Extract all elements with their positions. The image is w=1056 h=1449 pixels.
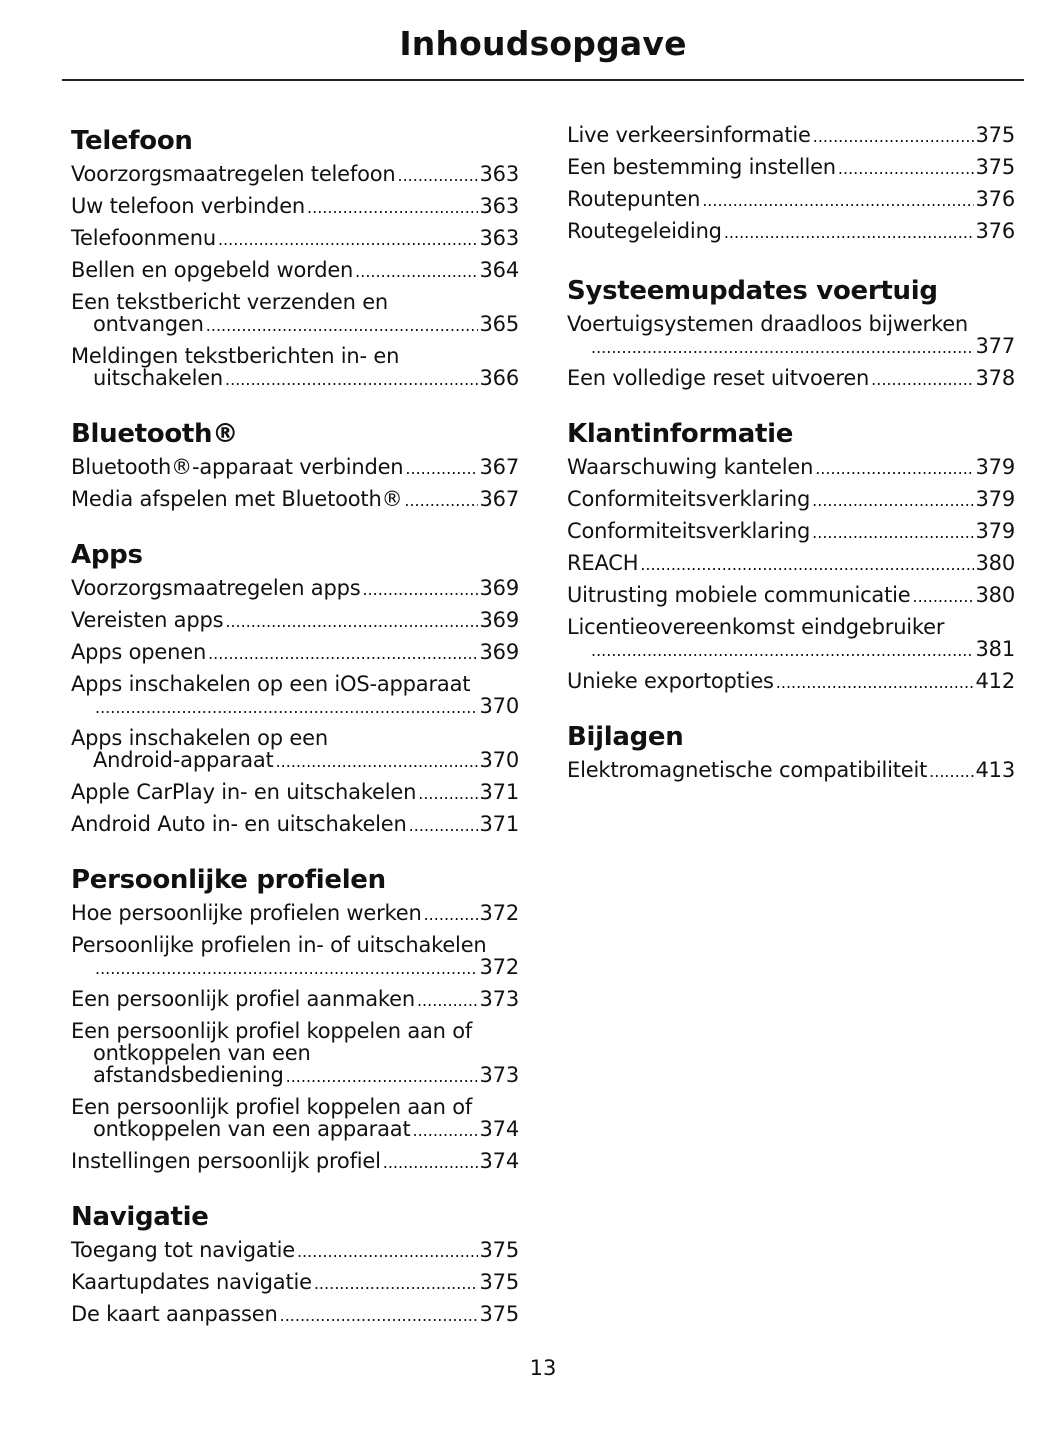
toc-entry[interactable] (71, 673, 519, 719)
entry-title-line: Waarschuwing kantelen (567, 455, 814, 479)
toc-column-right (567, 124, 1015, 809)
entry-title-line: Routepunten (567, 187, 701, 211)
dot-leader (702, 188, 973, 212)
entry-title-line: Apple CarPlay in- en uitschakelen (71, 780, 417, 804)
section-heading: Bluetooth® (71, 419, 238, 449)
entry-last-line (71, 313, 519, 337)
entry-title-line: Een persoonlijk profiel koppelen aan of (71, 1019, 473, 1043)
toc-entry[interactable] (71, 577, 519, 601)
toc-entry[interactable] (71, 1303, 519, 1327)
entry-title-line: ontvangen (93, 312, 204, 336)
entry-title-line: uitschakelen (93, 366, 224, 390)
entry-title-line: Elektromagnetische compatibiliteit (567, 758, 928, 782)
dot-leader (640, 552, 973, 576)
toc-entry[interactable] (71, 1239, 519, 1263)
entry-page-number: 370 (479, 694, 519, 718)
toc-entry[interactable] (71, 902, 519, 926)
entry-last-line (71, 227, 519, 251)
entry-page-number: 365 (479, 312, 519, 336)
entry-title-line: Conformiteitsverklaring (567, 487, 811, 511)
section-heading: Persoonlijke profielen (71, 865, 386, 895)
entry-page-number: 379 (975, 487, 1015, 511)
entry-title-line: Een volledige reset uitvoeren (567, 366, 870, 390)
entry-title-line: Toegang tot navigatie (71, 1238, 295, 1262)
entry-page-number: 377 (975, 334, 1015, 358)
section-heading: Systeemupdates voertuig (567, 276, 938, 306)
entry-title-line: Routegeleiding (567, 219, 722, 243)
section-heading: Apps (71, 540, 143, 570)
entry-page-number: 373 (479, 987, 519, 1011)
entry-last-line (71, 1271, 519, 1295)
section-heading: Bijlagen (567, 722, 684, 752)
entry-title-line: Voorzorgsmaatregelen apps (71, 576, 361, 600)
title-divider (62, 79, 1024, 81)
entry-last-line (567, 335, 1015, 359)
dot-leader (286, 1064, 478, 1088)
entry-page-number: 380 (975, 583, 1015, 607)
entry-last-line (71, 1150, 519, 1174)
entry-page-number: 376 (975, 187, 1015, 211)
dot-leader (355, 259, 477, 283)
toc-section-bluetooth (71, 417, 519, 512)
toc-entry[interactable] (71, 1020, 519, 1088)
page-number: 13 (529, 1356, 557, 1380)
dot-leader (724, 220, 974, 244)
entry-last-line (71, 456, 519, 480)
entry-title-line: Conformiteitsverklaring (567, 519, 811, 543)
entry-title-line: Uw telefoon verbinden (71, 194, 306, 218)
dot-leader (409, 813, 478, 837)
entry-last-line (567, 220, 1015, 244)
dot-leader (404, 488, 477, 512)
toc-entry[interactable] (567, 367, 1015, 391)
entry-last-line (71, 488, 519, 512)
entry-page-number: 381 (975, 637, 1015, 661)
entry-last-line (567, 638, 1015, 662)
entry-page-number: 380 (975, 551, 1015, 575)
toc-entry[interactable] (567, 584, 1015, 608)
toc-entry[interactable] (71, 1271, 519, 1295)
toc-section-systeemupdates (567, 274, 1015, 391)
entry-page-number: 375 (479, 1238, 519, 1262)
entry-title-line: Licentieovereenkomst eindgebruiker (567, 615, 945, 639)
toc-section-apps (71, 538, 519, 837)
entry-last-line (567, 456, 1015, 480)
entry-title-line: Uitrusting mobiele communicatie (567, 583, 911, 607)
entry-last-line (71, 988, 519, 1012)
dot-leader (776, 670, 974, 694)
entry-title-line: ontkoppelen van een apparaat (93, 1117, 411, 1141)
dot-leader (95, 956, 478, 980)
entry-page-number: 379 (975, 519, 1015, 543)
entry-page-number: 369 (479, 608, 519, 632)
dot-leader (225, 367, 477, 391)
dot-leader (276, 749, 478, 773)
toc-entry[interactable] (567, 520, 1015, 544)
toc-entry[interactable] (71, 641, 519, 665)
entry-last-line (71, 781, 519, 805)
entry-page-number: 370 (479, 748, 519, 772)
toc-section-klantinformatie (567, 417, 1015, 694)
dot-leader (815, 456, 973, 480)
entry-last-line (71, 577, 519, 601)
dot-leader (208, 641, 477, 665)
toc-entry[interactable] (71, 813, 519, 837)
toc-entry[interactable] (71, 609, 519, 633)
entry-title-line: Hoe persoonlijke profielen werken (71, 901, 422, 925)
toc-entry[interactable] (567, 124, 1015, 148)
dot-leader (812, 520, 973, 544)
entry-title-line: Media afspelen met Bluetooth® (71, 487, 403, 511)
entry-title-line: Een persoonlijk profiel aanmaken (71, 987, 415, 1011)
dot-leader (417, 988, 478, 1012)
toc-entry[interactable] (71, 1096, 519, 1142)
dot-leader (913, 584, 974, 608)
entry-page-number: 373 (479, 1063, 519, 1087)
entry-title-line: Een tekstbericht verzenden en (71, 290, 389, 314)
dot-leader (218, 227, 478, 251)
dot-leader (871, 367, 973, 391)
page-title: Inhoudsopgave (399, 24, 687, 63)
entry-last-line (71, 1064, 519, 1088)
entry-last-line (71, 195, 519, 219)
entry-title-line: Telefoonmenu (71, 226, 216, 250)
toc-entry[interactable] (567, 488, 1015, 512)
dot-leader (297, 1239, 478, 1263)
entry-last-line (71, 956, 519, 980)
entry-last-line (71, 259, 519, 283)
entry-page-number: 371 (479, 812, 519, 836)
entry-page-number: 375 (975, 155, 1015, 179)
entry-page-number: 375 (479, 1302, 519, 1326)
entry-title-line: Android-apparaat (93, 748, 274, 772)
entry-title-line: Bluetooth®-apparaat verbinden (71, 455, 404, 479)
dot-leader (405, 456, 477, 480)
entry-title-line: Meldingen tekstberichten in- en (71, 344, 400, 368)
dot-leader (362, 577, 477, 601)
toc-entry[interactable] (567, 670, 1015, 694)
toc-entry[interactable] (567, 759, 1015, 783)
entry-last-line (567, 670, 1015, 694)
toc-entry[interactable] (71, 259, 519, 283)
toc-entry[interactable] (71, 488, 519, 512)
dot-leader (591, 335, 974, 359)
entry-last-line (71, 749, 519, 773)
entry-page-number: 363 (479, 162, 519, 186)
entry-page-number: 366 (479, 366, 519, 390)
toc-entry[interactable] (71, 1150, 519, 1174)
entry-title-line: afstandsbediening (93, 1063, 284, 1087)
entry-last-line (71, 1303, 519, 1327)
toc-entry[interactable] (71, 988, 519, 1012)
entry-title-line: Instellingen persoonlijk profiel (71, 1149, 381, 1173)
entry-title-line: Unieke exportopties (567, 669, 774, 693)
entry-page-number: 374 (479, 1149, 519, 1173)
entry-title-line: Apps inschakelen op een (71, 726, 328, 750)
entry-page-number: 374 (479, 1117, 519, 1141)
dot-leader (838, 156, 974, 180)
entry-title-line: Live verkeersinformatie (567, 123, 811, 147)
entry-last-line (567, 156, 1015, 180)
dot-leader (812, 488, 973, 512)
toc-entry[interactable] (567, 552, 1015, 576)
toc-entry[interactable] (567, 616, 1015, 662)
entry-last-line (71, 609, 519, 633)
entry-title-line: Vereisten apps (71, 608, 224, 632)
toc-entry[interactable] (567, 156, 1015, 180)
dot-leader (206, 313, 478, 337)
entry-page-number: 372 (479, 901, 519, 925)
toc-entry[interactable] (71, 934, 519, 980)
entry-page-number: 413 (975, 758, 1015, 782)
entry-title-line: Voertuigsystemen draadloos bijwerken (567, 312, 969, 336)
entry-last-line (71, 902, 519, 926)
dot-leader (412, 1118, 477, 1142)
entry-last-line (567, 584, 1015, 608)
entry-last-line (567, 759, 1015, 783)
entry-last-line (567, 520, 1015, 544)
entry-title-line: Kaartupdates navigatie (71, 1270, 312, 1294)
dot-leader (813, 124, 974, 148)
toc-entry[interactable] (567, 220, 1015, 244)
toc-section-profielen (71, 863, 519, 1174)
toc-section-navigatie-vervolg (567, 124, 1015, 244)
entry-last-line (567, 367, 1015, 391)
dot-leader (307, 195, 477, 219)
toc-entry[interactable] (71, 291, 519, 337)
toc-entry[interactable] (71, 781, 519, 805)
toc-section-bijlagen (567, 720, 1015, 783)
entry-last-line (71, 163, 519, 187)
dot-leader (929, 759, 973, 783)
entry-page-number: 378 (975, 366, 1015, 390)
entry-last-line (71, 695, 519, 719)
section-heading: Klantinformatie (567, 419, 794, 449)
entry-title-line: Een persoonlijk profiel koppelen aan of (71, 1095, 473, 1119)
entry-page-number: 364 (479, 258, 519, 282)
entry-title-line: Persoonlijke profielen in- of uitschakelen (71, 933, 487, 957)
entry-title-line: Apps openen (71, 640, 207, 664)
dot-leader (95, 695, 478, 719)
entry-page-number: 375 (479, 1270, 519, 1294)
toc-entry[interactable] (71, 727, 519, 773)
toc-section-telefoon (71, 124, 519, 391)
entry-page-number: 375 (975, 123, 1015, 147)
section-heading: Navigatie (71, 1202, 209, 1232)
dot-leader (418, 781, 477, 805)
entry-page-number: 363 (479, 226, 519, 250)
dot-leader (314, 1271, 478, 1295)
entry-page-number: 367 (479, 455, 519, 479)
entry-title-line: De kaart aanpassen (71, 1302, 278, 1326)
entry-last-line (71, 641, 519, 665)
entry-title-line: Een bestemming instellen (567, 155, 836, 179)
entry-page-number: 372 (479, 955, 519, 979)
toc-entry[interactable] (71, 163, 519, 187)
entry-title-line: REACH (567, 551, 639, 575)
entry-page-number: 367 (479, 487, 519, 511)
entry-page-number: 412 (975, 669, 1015, 693)
dot-leader (398, 163, 478, 187)
toc-column-left (71, 124, 519, 1353)
toc-entry[interactable] (71, 195, 519, 219)
toc-entry[interactable] (71, 345, 519, 391)
toc-entry[interactable] (567, 313, 1015, 359)
toc-entry[interactable] (567, 188, 1015, 212)
entry-title-line: ontkoppelen van een (93, 1041, 311, 1065)
entry-last-line (71, 1118, 519, 1142)
entry-title-line: Android Auto in- en uitschakelen (71, 812, 407, 836)
section-heading: Telefoon (71, 126, 193, 156)
entry-last-line (71, 1239, 519, 1263)
dot-leader (280, 1303, 478, 1327)
entry-last-line (567, 552, 1015, 576)
entry-page-number: 379 (975, 455, 1015, 479)
entry-title-line: Voorzorgsmaatregelen telefoon (71, 162, 396, 186)
entry-last-line (567, 188, 1015, 212)
entry-title-line: Bellen en opgebeld worden (71, 258, 354, 282)
entry-page-number: 369 (479, 576, 519, 600)
entry-last-line (71, 813, 519, 837)
toc-section-navigatie (71, 1200, 519, 1327)
entry-last-line (71, 367, 519, 391)
dot-leader (225, 609, 477, 633)
toc-entry[interactable] (71, 456, 519, 480)
entry-page-number: 369 (479, 640, 519, 664)
entry-page-number: 371 (479, 780, 519, 804)
entry-last-line (567, 488, 1015, 512)
dot-leader (591, 638, 974, 662)
toc-entry[interactable] (71, 227, 519, 251)
entry-page-number: 363 (479, 194, 519, 218)
toc-entry[interactable] (567, 456, 1015, 480)
entry-title-line: Apps inschakelen op een iOS-apparaat (71, 672, 471, 696)
dot-leader (424, 902, 478, 926)
entry-page-number: 376 (975, 219, 1015, 243)
dot-leader (383, 1150, 478, 1174)
entry-last-line (567, 124, 1015, 148)
